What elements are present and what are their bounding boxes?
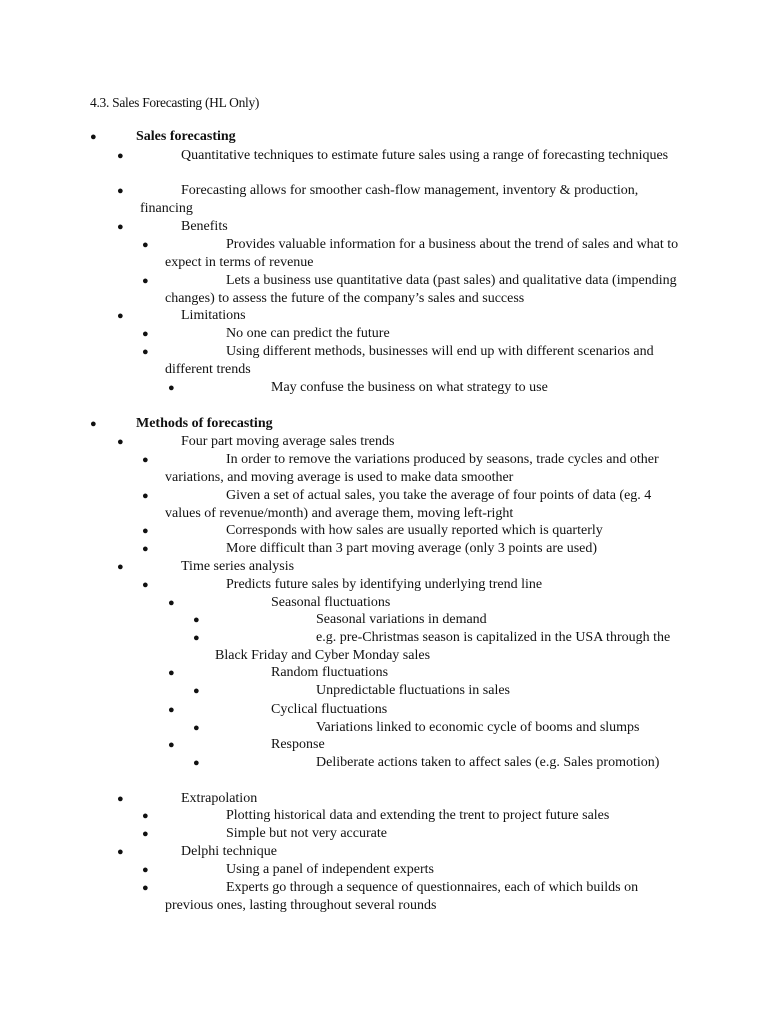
list-item-text: Random fluctuations xyxy=(271,665,389,680)
list-item-text: Seasonal fluctuations xyxy=(271,595,391,610)
list-item-text: Delphi technique xyxy=(181,844,278,859)
list-item-text: In order to remove the variations produced by seasons, trade cycles and other variations, and moving average is used to make data smoother xyxy=(165,452,659,485)
list-item-text: Deliberate actions taken to affect sales (e.g. Sales promotion) xyxy=(316,755,660,770)
list-item-text: Simple but not very accurate xyxy=(226,826,387,841)
bullet-icon: ● xyxy=(168,597,175,609)
bullet-icon: ● xyxy=(117,310,124,322)
list-item-text: Predicts future sales by identifying underlying trend line xyxy=(226,577,543,592)
list-item-text: No one can predict the future xyxy=(226,326,390,341)
list-item-text: Using a panel of independent experts xyxy=(226,862,434,877)
bullet-icon: ● xyxy=(168,382,175,394)
bullet-icon: ● xyxy=(142,239,149,251)
list-item-text: Variations linked to economic cycle of booms and slumps xyxy=(316,720,640,735)
list-item-text: e.g. pre-Christmas season is capitalized in the USA through the Black Friday and Cyber Monday sales xyxy=(215,630,671,663)
list-item-text: More difficult than 3 part moving average (only 3 points are used) xyxy=(226,541,598,556)
bullet-icon: ● xyxy=(168,704,175,716)
bullet-icon: ● xyxy=(193,757,200,769)
list-item-text: Benefits xyxy=(181,219,228,234)
bullet-icon: ● xyxy=(142,828,149,840)
list-item-text: Cyclical fluctuations xyxy=(271,702,388,717)
bullet-icon: ● xyxy=(142,543,149,555)
bullet-icon: ● xyxy=(117,846,124,858)
list-item-text: Lets a business use quantitative data (past sales) and qualitative data (impending changes) to assess the future of the company’s sales and success xyxy=(165,273,677,306)
bullet-icon: ● xyxy=(117,221,124,233)
document-title: 4.3. Sales Forecasting (HL Only) xyxy=(90,95,260,110)
bullet-icon: ● xyxy=(142,490,149,502)
list-item-text: Experts go through a sequence of questionnaires, each of which builds on previous ones, lasting throughout several rounds xyxy=(165,880,639,913)
bullet-icon: ● xyxy=(142,454,149,466)
list-item-text: Corresponds with how sales are usually reported which is quarterly xyxy=(226,523,603,538)
bullet-icon: ● xyxy=(142,346,149,358)
bullet-icon: ● xyxy=(193,722,200,734)
bullet-icon: ● xyxy=(142,579,149,591)
bullet-icon: ● xyxy=(117,436,124,448)
list-item-text: Seasonal variations in demand xyxy=(316,612,487,627)
bullet-icon: ● xyxy=(193,685,200,697)
bullet-icon: ● xyxy=(117,150,124,162)
bullet-icon: ● xyxy=(142,275,149,287)
list-item-text: Using different methods, businesses will end up with different scenarios and different trends xyxy=(165,344,654,377)
list-item-text: Methods of forecasting xyxy=(136,416,273,431)
list-item-text: Provides valuable information for a business about the trend of sales and what to expect in terms of revenue xyxy=(165,237,679,270)
list-item-text: Four part moving average sales trends xyxy=(181,434,395,449)
list-item-text: Time series analysis xyxy=(181,559,295,574)
list-item-text: Response xyxy=(271,737,325,752)
list-item-text: Sales forecasting xyxy=(136,129,236,144)
bullet-icon: ● xyxy=(117,793,124,805)
bullet-icon: ● xyxy=(142,810,149,822)
bullet-icon: ● xyxy=(90,418,97,430)
list-item-text: Given a set of actual sales, you take the average of four points of data (eg. 4 values of revenue/month) and average them, moving left-right xyxy=(165,488,652,521)
list-item-text: Limitations xyxy=(181,308,246,323)
list-item-text: Unpredictable fluctuations in sales xyxy=(316,683,510,698)
bullet-icon: ● xyxy=(117,561,124,573)
bullet-icon: ● xyxy=(168,739,175,751)
bullet-icon: ● xyxy=(142,525,149,537)
list-item-text: Extrapolation xyxy=(181,791,258,806)
bullet-icon: ● xyxy=(117,185,124,197)
bullet-icon: ● xyxy=(142,864,149,876)
list-item-text: Plotting historical data and extending the trent to project future sales xyxy=(226,808,610,823)
bullet-icon: ● xyxy=(193,632,200,644)
list-item-text: Quantitative techniques to estimate future sales using a range of forecasting techniques xyxy=(181,148,669,163)
list-item-text: May confuse the business on what strategy to use xyxy=(271,380,548,395)
bullet-icon: ● xyxy=(193,614,200,626)
list-item-text: Forecasting allows for smoother cash-flow management, inventory & production, financing xyxy=(140,183,639,216)
bullet-icon: ● xyxy=(90,131,97,143)
bullet-icon: ● xyxy=(142,882,149,894)
bullet-icon: ● xyxy=(142,328,149,340)
bullet-icon: ● xyxy=(168,667,175,679)
